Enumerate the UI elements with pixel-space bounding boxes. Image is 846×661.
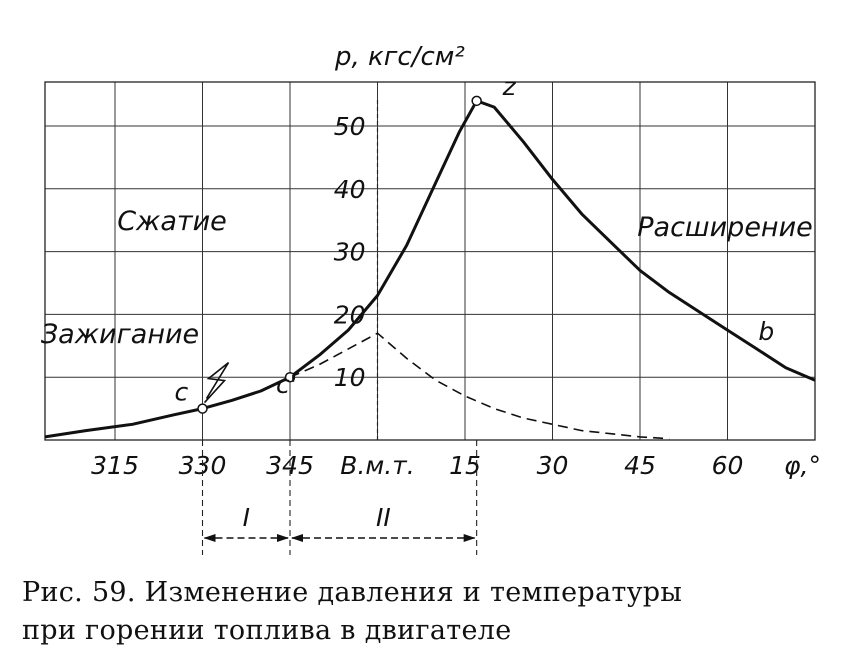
x-tick-label: 30 bbox=[536, 451, 569, 480]
region-annotation: Сжатие bbox=[117, 206, 227, 237]
y-tick-label: 30 bbox=[333, 237, 366, 267]
x-tick-label: 45 bbox=[624, 451, 656, 480]
figure-caption bbox=[22, 574, 837, 650]
series-layer bbox=[45, 101, 815, 439]
x-axis-label: φ,° bbox=[784, 451, 821, 480]
y-axis-label: p, кгс/см² bbox=[335, 42, 465, 72]
grid bbox=[45, 82, 815, 440]
y-tick-label: 50 bbox=[333, 111, 366, 141]
region-annotation: Зажигание bbox=[40, 319, 200, 350]
region-annotation: Расширение bbox=[637, 212, 813, 243]
x-tick-label: 345 bbox=[266, 451, 314, 480]
point-label: c' bbox=[276, 370, 297, 400]
x-tick-label: 15 bbox=[449, 451, 481, 480]
axes bbox=[45, 82, 815, 440]
interval-label: I bbox=[242, 503, 250, 532]
series-line-0 bbox=[45, 101, 815, 437]
y-tick-label: 20 bbox=[333, 300, 366, 330]
x-tick-label: В.м.т. bbox=[340, 451, 415, 480]
ignition-arrow bbox=[205, 363, 229, 403]
point-label: c bbox=[174, 377, 189, 407]
interval-label: II bbox=[375, 503, 391, 532]
point-label: b bbox=[758, 317, 775, 347]
x-tick-label: 315 bbox=[91, 451, 139, 480]
tick-labels bbox=[91, 42, 821, 480]
caption-line-1: Рис. 59. Изменение давления и температуры bbox=[22, 577, 683, 608]
point-label: z bbox=[502, 71, 516, 101]
y-tick-label: 10 bbox=[333, 363, 366, 393]
x-tick-label: 330 bbox=[178, 451, 227, 480]
plot-frame bbox=[45, 82, 815, 440]
point-marker bbox=[472, 96, 481, 105]
point-marker bbox=[198, 404, 207, 413]
caption-line-2: при горении топлива в двигателе bbox=[22, 615, 512, 646]
chart-labels bbox=[41, 72, 813, 413]
y-tick-label: 40 bbox=[333, 174, 366, 204]
x-tick-label: 60 bbox=[711, 451, 744, 480]
